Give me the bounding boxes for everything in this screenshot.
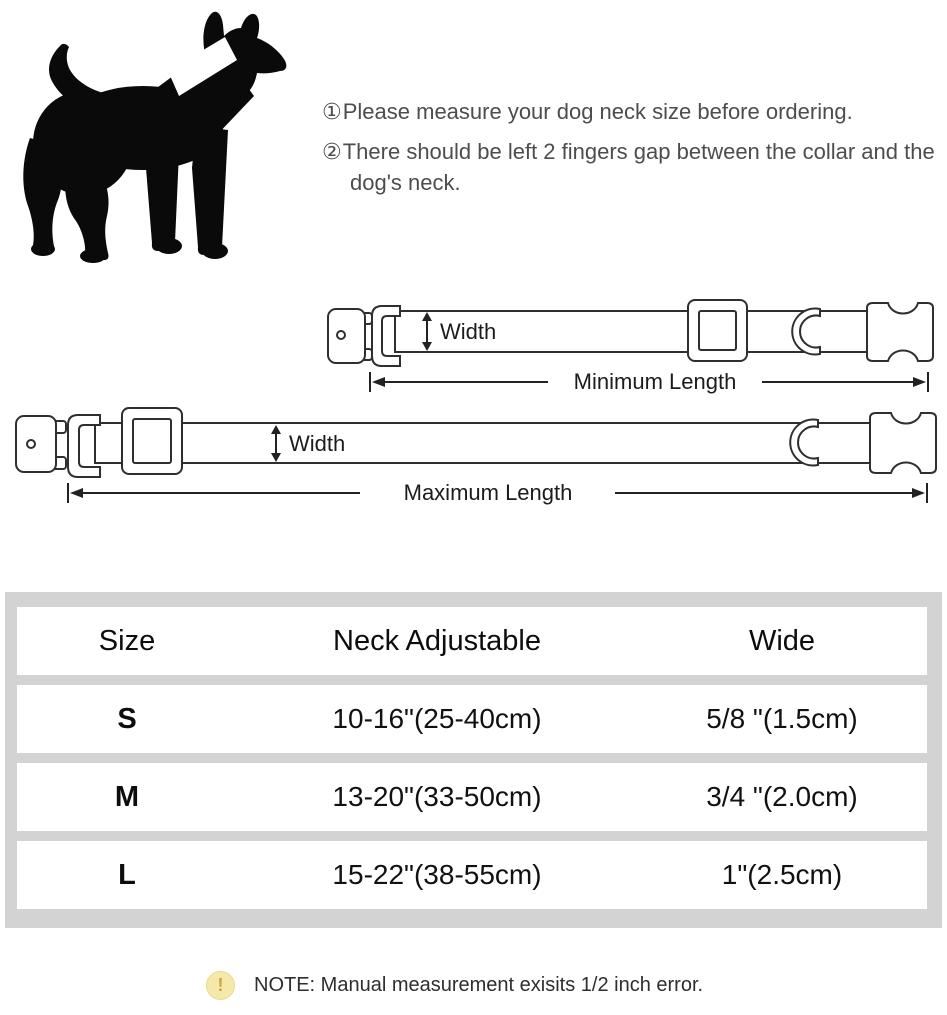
size-value: S: [117, 702, 137, 735]
size-value: M: [114, 780, 140, 813]
collar-strap: [95, 423, 875, 463]
buckle-male: [867, 303, 933, 361]
measurement-note: [206, 971, 703, 1000]
instruction-2-text: There should be left 2 fingers gap between the collar and the dog's neck.: [342, 139, 935, 195]
slider-inner: [699, 311, 736, 350]
instruction-1-text: Please measure your dog neck size before ordering.: [342, 99, 853, 124]
buckle-female: [328, 309, 365, 363]
header-neck-adjustable: Neck Adjustable: [333, 624, 541, 657]
wide-value: 5/8 "(1.5cm): [706, 703, 858, 734]
collar-max-length-diagram: [0, 403, 947, 515]
circled-2-icon: ②: [322, 139, 342, 164]
width-label: Width: [440, 319, 497, 344]
size-chart-table: [5, 592, 942, 928]
exclamation-icon: !: [206, 971, 235, 1000]
table-row-s: [17, 685, 927, 753]
note-text: NOTE: Manual measurement exisits 1/2 inch error.: [254, 974, 704, 996]
width-label: Width: [289, 431, 346, 456]
ordering-instructions: [322, 96, 944, 207]
instruction-2: [322, 136, 942, 198]
collar-min-length-diagram: [320, 293, 947, 398]
table-row-m: [17, 763, 927, 831]
wide-value: 3/4 "(2.0cm): [706, 781, 858, 812]
slider-inner: [133, 419, 171, 463]
min-length-label: Minimum Length: [573, 369, 737, 394]
table-row-l: [17, 841, 927, 909]
instruction-1: [322, 96, 944, 127]
table-header-row: [17, 607, 927, 675]
neck-value: 15-22"(38-55cm): [332, 859, 542, 890]
header-size: Size: [98, 624, 156, 657]
dog-silhouette-illustration: [8, 8, 295, 270]
max-length-label: Maximum Length: [403, 480, 573, 505]
header-wide: Wide: [748, 624, 816, 657]
circled-1-icon: ①: [322, 99, 342, 124]
neck-value: 13-20"(33-50cm): [332, 781, 542, 812]
size-value: L: [118, 858, 136, 891]
neck-value: 10-16"(25-40cm): [332, 703, 542, 734]
wide-value: 1"(2.5cm): [721, 859, 843, 890]
buckle-male: [870, 413, 936, 473]
